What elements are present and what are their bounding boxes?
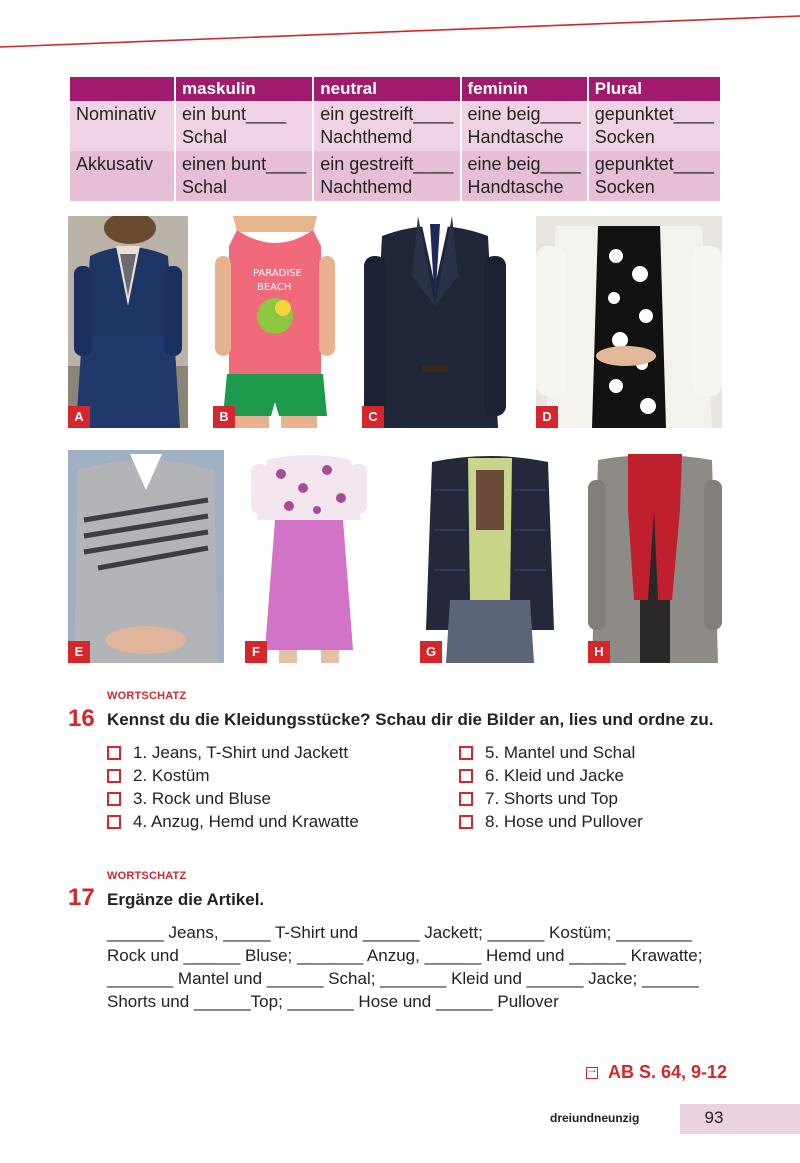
photo-letter-b: B [213,406,235,428]
photo-letter-e: E [68,641,90,663]
photo-letter-h: H [588,641,610,663]
blazer-tshirt-jeans-photo-icon [420,450,560,663]
list-item: 2. Kostüm [107,764,359,787]
photo-letter-d: D [536,406,558,428]
list-item: 3. Rock und Bluse [107,787,359,810]
header-neutral: neutral [314,77,459,101]
checkbox-4[interactable] [107,815,121,829]
arrow-box-icon [586,1067,598,1079]
list-item: 1. Jeans, T-Shirt und Jackett [107,741,359,764]
list-item: 6. Kleid und Jacke [459,764,643,787]
table-cell: ein gestreift____ Nachthemd [314,101,459,151]
table-row-nominativ [70,101,720,151]
svg-text:BEACH: BEACH [257,282,292,293]
svg-text:PARADISE: PARADISE [253,268,302,279]
photo-letter-f: F [245,641,267,663]
dark-suit-tie-photo-icon [362,216,508,428]
exercise-17-fill-text [107,921,727,1013]
table-cell: eine beig____ Handtasche [462,101,587,151]
adjective-ending-table [68,77,722,201]
page-number-word: dreiundneunzig [550,1111,640,1125]
photo-e [68,450,224,663]
page-number: 93 [704,1108,724,1127]
list-item: 4. Anzug, Hemd und Krawatte [107,810,359,833]
exercise-16-title: Kennst du die Kleidungsstücke? Schau dir die Bilder an, lies und ordne zu. [107,710,714,729]
table-corner-cell [70,77,174,101]
blue-skirt-suit-photo-icon [68,216,188,428]
table-header-row [70,77,720,101]
checkbox-5[interactable] [459,746,473,760]
checkbox-3[interactable] [107,792,121,806]
photo-letter-c: C [362,406,384,428]
table-cell: einen bunt____ Schal [176,151,312,201]
table-cell: eine beig____ Handtasche [462,151,587,201]
table-cell: gepunktet____ Socken [589,151,720,201]
floral-blouse-pink-skirt-photo-icon [245,450,373,663]
photo-c [362,216,508,428]
row-label-akkusativ: Akkusativ [70,151,174,201]
pink-top-green-shorts-photo-icon [213,216,337,428]
exercise-17-section-label: WORTSCHATZ [107,870,187,882]
grey-pullover-photo-icon [68,450,224,663]
exercise-17-title: Ergänze die Artikel. [107,890,265,909]
page-number-box [680,1104,800,1134]
list-item: 7. Shorts und Top [459,787,643,810]
checkbox-8[interactable] [459,815,473,829]
checkbox-7[interactable] [459,792,473,806]
photo-g [420,450,560,663]
checkbox-1[interactable] [107,746,121,760]
header-maskulin: maskulin [176,77,312,101]
table-cell: ein bunt____ Schal [176,101,312,151]
checkbox-6[interactable] [459,769,473,783]
photo-letter-a: A [68,406,90,428]
exercise-17-number: 17 [68,884,95,911]
checkbox-2[interactable] [107,769,121,783]
exercise-16-section-label: WORTSCHATZ [107,690,187,702]
photo-a [68,216,188,428]
fill-line-2: Rock und ______ Bluse; _______ Anzug, ______ Hemd und ______ Krawatte; [107,946,703,965]
workbook-reference-text: AB S. 64, 9-12 [608,1062,728,1082]
exercise-16-number: 16 [68,705,95,732]
row-label-nominativ: Nominativ [70,101,174,151]
workbook-reference-link[interactable] [586,1062,727,1083]
photo-d [536,216,722,428]
fill-line-3: _______ Mantel und ______ Schal; _______ Kleid und ______ Jacke; ______ [107,969,699,988]
photo-h [588,450,722,663]
exercise-16-list-right [459,741,643,833]
fill-line-1: ______ Jeans, _____ T-Shirt und ______ Jackett; ______ Kostüm; ________ [107,923,692,942]
list-item: 8. Hose und Pullover [459,810,643,833]
photo-letter-g: G [420,641,442,663]
grey-coat-red-scarf-photo-icon [588,450,722,663]
exercise-16-list-left [107,741,359,833]
table-cell: ein gestreift____ Nachthemd [314,151,459,201]
list-item: 5. Mantel und Schal [459,741,643,764]
header-feminin: feminin [462,77,587,101]
photo-f [245,450,373,663]
photo-b [213,216,337,428]
top-red-rule [0,0,800,60]
fill-line-4: Shorts und ______Top; _______ Hose und ______ Pullover [107,992,559,1011]
header-plural: Plural [589,77,720,101]
white-jacket-dress-photo-icon [536,216,722,428]
table-row-akkusativ [70,151,720,201]
table-cell: gepunktet____ Socken [589,101,720,151]
